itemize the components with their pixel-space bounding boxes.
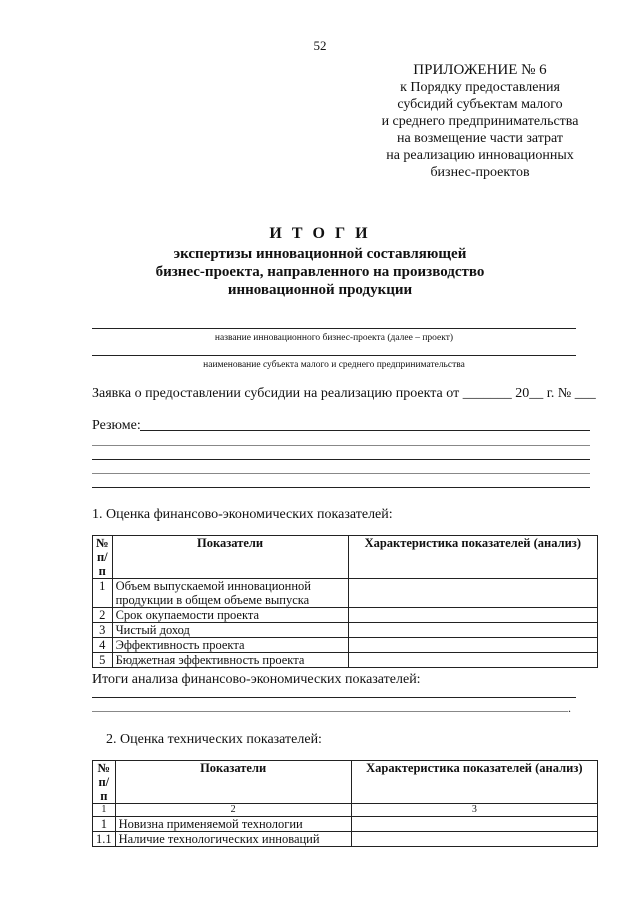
resume-label: Резюме: <box>92 418 141 433</box>
row-analysis-cell[interactable] <box>348 638 597 653</box>
project-name-line[interactable] <box>92 328 576 329</box>
technical-indicators-table <box>92 760 598 847</box>
numbering-row <box>93 804 598 817</box>
row-analysis-cell[interactable] <box>348 623 597 638</box>
table-row <box>93 608 598 623</box>
row-indicator: Объем выпускаемой инновационной продукции в общем объеме выпуска <box>112 579 348 608</box>
table-header-row <box>93 761 598 804</box>
table-row <box>93 653 598 668</box>
row-number: 1.1 <box>93 832 116 847</box>
title-line: инновационной продукции <box>227 282 413 298</box>
row-analysis-cell[interactable] <box>348 653 597 668</box>
row-number: 1 <box>93 817 116 832</box>
resume-line[interactable] <box>140 430 590 431</box>
section1-summary-label: Итоги анализа финансово-экономических показателей: <box>92 672 421 687</box>
row-indicator: Эффективность проекта <box>112 638 348 653</box>
title-line: экспертизы инновационной составляющей <box>173 246 467 262</box>
column-number: 2 <box>115 804 351 817</box>
page-number: 52 <box>313 38 327 53</box>
resume-line[interactable] <box>92 487 590 488</box>
summary-line[interactable] <box>92 711 568 712</box>
appendix-line: на возмещение части затрат <box>396 131 564 146</box>
title-line: И Т О Г И <box>269 225 371 242</box>
header-analysis: Характеристика показателей (анализ) <box>348 536 597 579</box>
row-indicator: Наличие технологических инноваций <box>115 832 351 847</box>
row-number: 5 <box>93 653 113 668</box>
resume-line[interactable] <box>92 473 590 474</box>
project-name-caption: название инновационного бизнес-проекта (далее – проект) <box>214 333 454 343</box>
document-title <box>100 225 540 299</box>
financial-indicators-table <box>92 535 598 668</box>
row-analysis-cell[interactable] <box>348 579 597 608</box>
title-line: бизнес-проекта, направленного на производство <box>155 264 485 280</box>
appendix-line: на реализацию инновационных <box>386 148 574 163</box>
table-header-row <box>93 536 598 579</box>
table-row <box>93 832 598 847</box>
section2-heading: 2. Оценка технических показателей: <box>106 732 322 747</box>
row-indicator: Чистый доход <box>112 623 348 638</box>
row-analysis-cell[interactable] <box>351 832 597 847</box>
header-number: № п/п <box>93 761 116 804</box>
row-number: 1 <box>93 579 113 608</box>
subject-name-line[interactable] <box>92 355 576 356</box>
summary-end-dot: . <box>568 701 571 715</box>
column-number: 1 <box>93 804 116 817</box>
appendix-line: к Порядку предоставления <box>400 80 560 95</box>
summary-line[interactable] <box>92 697 576 698</box>
row-number: 2 <box>93 608 113 623</box>
column-number: 3 <box>351 804 597 817</box>
appendix-line: субсидий субъектам малого <box>397 97 563 112</box>
table-row <box>93 817 598 832</box>
header-indicator: Показатели <box>112 536 348 579</box>
row-analysis-cell[interactable] <box>348 608 597 623</box>
header-indicator: Показатели <box>115 761 351 804</box>
resume-line[interactable] <box>92 445 590 446</box>
section1-heading: 1. Оценка финансово-экономических показателей: <box>92 507 393 522</box>
subject-name-caption: наименование субъекта малого и среднего предпринимательства <box>203 360 465 370</box>
row-number: 3 <box>93 623 113 638</box>
application-line: Заявка о предоставлении субсидии на реализацию проекта от _______ 20__ г. № ___ <box>92 386 596 401</box>
row-indicator: Новизна применяемой технологии <box>115 817 351 832</box>
row-indicator: Бюджетная эффективность проекта <box>112 653 348 668</box>
resume-line[interactable] <box>92 459 590 460</box>
table-row <box>93 638 598 653</box>
row-analysis-cell[interactable] <box>351 817 597 832</box>
table-row <box>93 623 598 638</box>
appendix-line: бизнес-проектов <box>430 165 530 180</box>
table-row <box>93 579 598 608</box>
header-analysis: Характеристика показателей (анализ) <box>351 761 597 804</box>
header-number: № п/п <box>93 536 113 579</box>
appendix-header <box>330 62 630 181</box>
row-number: 4 <box>93 638 113 653</box>
row-indicator: Срок окупаемости проекта <box>112 608 348 623</box>
appendix-line: ПРИЛОЖЕНИЕ № 6 <box>413 62 547 78</box>
appendix-line: и среднего предпринимательства <box>381 114 579 129</box>
